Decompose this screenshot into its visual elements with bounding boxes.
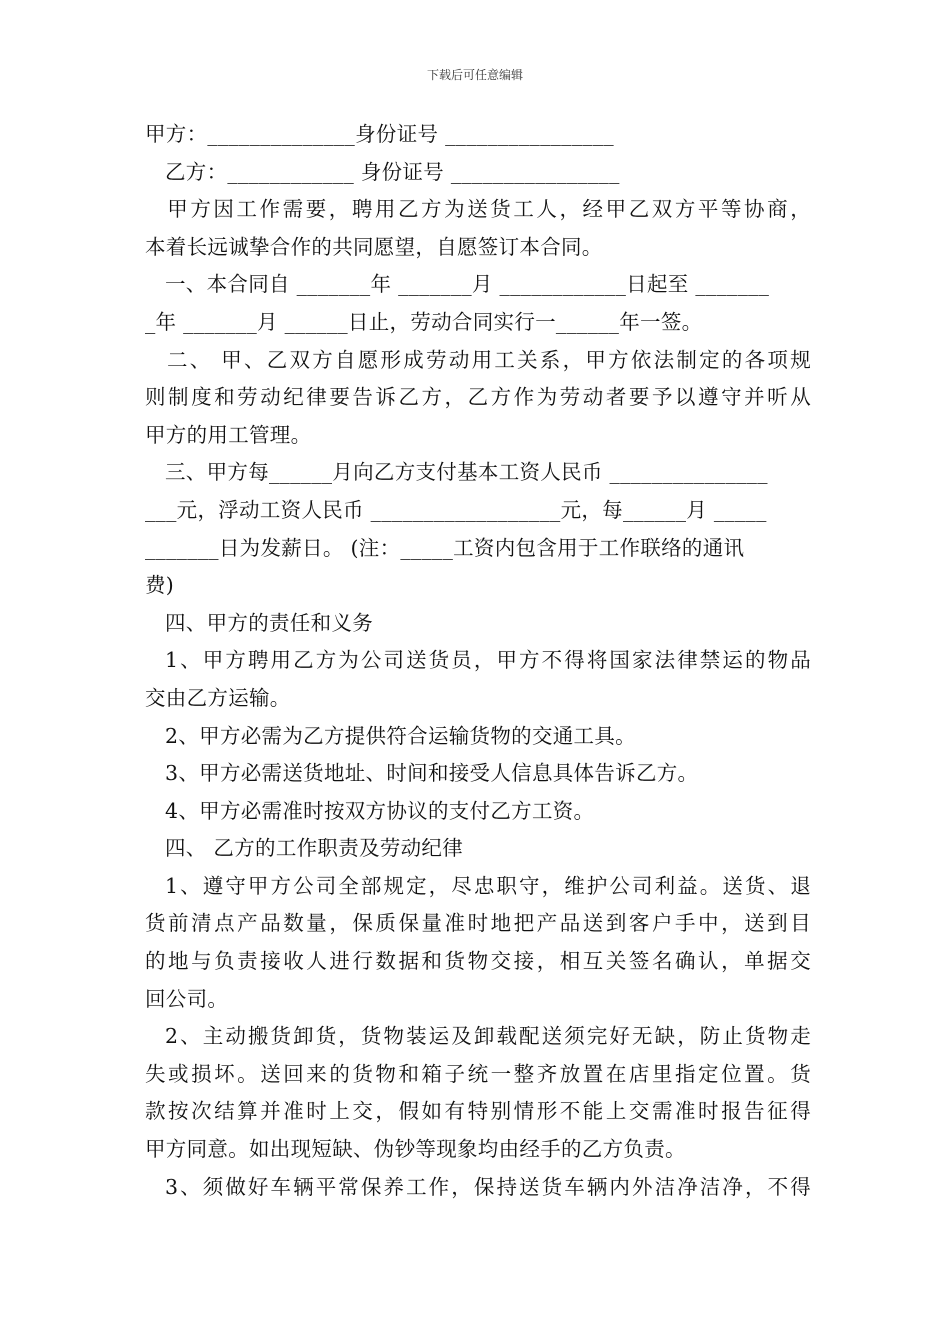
- clause-2-line: 二、 甲、乙双方自愿形成劳动用工关系，甲方依法制定的各项规: [165, 347, 811, 372]
- list-item-line: 款按次结算并准时上交，假如有特别情形不能上交需准时报告征得: [145, 1099, 811, 1124]
- list-item-line: 1、甲方聘用乙方为公司送货员，甲方不得将国家法律禁运的物品: [165, 648, 811, 673]
- section-heading: 四、甲方的责任和义务: [165, 610, 373, 635]
- clause-3-line: 三、甲方每______月向乙方支付基本工资人民币 _______________: [165, 460, 768, 485]
- list-item-line: 的地与负责接收人进行数据和货物交接，相互关签名确认，单据交: [145, 949, 811, 974]
- party-a-line: 甲方：______________身份证号 ________________: [145, 122, 614, 146]
- list-item-line: 2、甲方必需为乙方提供符合运输货物的交通工具。: [165, 723, 636, 748]
- clause-3-line: 费): [145, 573, 175, 598]
- list-item-line: 4、甲方必需准时按双方协议的支付乙方工资。: [165, 798, 595, 823]
- clause-3-line: ___元，浮动工资人民币 __________________元，每______月 _____: [145, 497, 767, 522]
- contract-body: [145, 116, 811, 1206]
- list-item-line: 2、主动搬货卸货，货物装运及卸载配送须完好无缺，防止货物走: [165, 1024, 811, 1049]
- list-item-line: 货前清点产品数量，保质保量准时地把产品送到客户手中，送到目: [145, 911, 811, 936]
- list-item-line: 1、遵守甲方公司全部规定，尽忠职守，维护公司利益。送货、退: [165, 873, 811, 898]
- page-header: 下载后可任意编辑: [426, 68, 523, 82]
- list-item-line: 甲方同意。如出现短缺、伪钞等现象均由经手的乙方负责。: [145, 1137, 686, 1162]
- intro-paragraph-line: 本着长远诚挚合作的共同愿望，自愿签订本合同。: [145, 234, 603, 259]
- intro-paragraph-line: 甲方因工作需要，聘用乙方为送货工人，经甲乙双方平等协商，: [165, 197, 811, 222]
- clause-1-line: _年 _______月 ______日止，劳动合同实行一______年一签。: [145, 309, 703, 334]
- clause-3-line: _______日为发薪日。 (注：_____工资内包含用于工作联络的通讯: [145, 535, 745, 560]
- list-item-line: 交由乙方运输。: [145, 685, 291, 710]
- list-item-line: 回公司。: [145, 986, 229, 1011]
- party-b-line: 乙方：____________ 身份证号 ________________: [165, 159, 620, 184]
- clause-1-line: 一、本合同自 _______年 _______月 ____________日起至 _______: [165, 272, 770, 297]
- list-item-line: 3、须做好车辆平常保养工作，保持送货车辆内外洁净洁净，不得: [165, 1174, 811, 1199]
- list-item-line: 失或损坏。送回来的货物和箱子统一整齐放置在店里指定位置。货: [145, 1061, 811, 1086]
- clause-2-line: 甲方的用工管理。: [145, 422, 312, 447]
- section-heading: 四、 乙方的工作职责及劳动纪律: [165, 836, 464, 861]
- clause-2-line: 则制度和劳动纪律要告诉乙方，乙方作为劳动者要予以遵守并听从: [145, 385, 811, 410]
- list-item-line: 3、甲方必需送货地址、时间和接受人信息具体告诉乙方。: [165, 761, 699, 786]
